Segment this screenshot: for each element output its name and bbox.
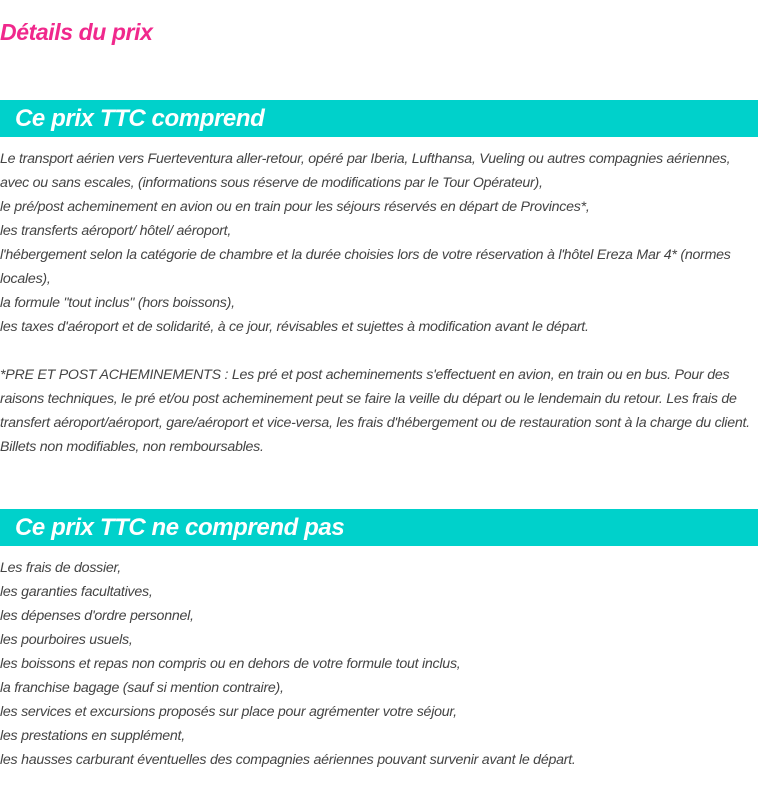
list-item: les taxes d'aéroport et de solidarité, à ce jour, révisables et sujettes à modification avant le départ. (0, 319, 589, 335)
excludes-section-header (0, 509, 758, 546)
excludes-heading: Ce prix TTC ne comprend pas (15, 514, 345, 541)
includes-section-header (0, 100, 758, 137)
transfer-note (0, 363, 752, 459)
page-title: Détails du prix (0, 19, 153, 45)
list-item: le pré/post acheminement en avion ou en train pour les séjours réservés en départ de Provinces*, (0, 199, 590, 215)
list-item: l'hébergement selon la catégorie de chambre et la durée choisies lors de votre réservation à l'hôtel Ereza Mar 4* (normes locales), (0, 247, 731, 287)
list-item: les hausses carburant éventuelles des compagnies aériennes pouvant survenir avant le départ. (0, 752, 576, 768)
list-item: Le transport aérien vers Fuerteventura aller-retour, opéré par Iberia, Lufthansa, Vueling ou autres compagnies aériennes, avec ou sans escales, (informations sous réserve de modifications par le Tour Opérateur), (0, 151, 731, 191)
transfer-note-text: *PRE ET POST ACHEMINEMENTS : Les pré et post acheminements s'effectuent en avion, en train ou en bus. Pour des raisons techniques, le pré et/ou post acheminement peut se faire la veille du départ ou le lendemain du retour. Les frais de transfert aéroport/aéroport, gare/aéroport et vice-versa, les frais d'hébergement ou de restauration sont à la charge du client. Billets non modifiables, non remboursables. (0, 367, 750, 455)
list-item: la franchise bagage (sauf si mention contraire), (0, 680, 284, 696)
list-item: la formule "tout inclus" (hors boissons), (0, 295, 235, 311)
includes-list (0, 147, 758, 339)
includes-heading: Ce prix TTC comprend (15, 105, 265, 132)
list-item: les services et excursions proposés sur place pour agrémenter votre séjour, (0, 704, 457, 720)
list-item: les transferts aéroport/ hôtel/ aéroport, (0, 223, 232, 239)
list-item: les pourboires usuels, (0, 632, 133, 648)
list-item: Les frais de dossier, (0, 560, 121, 576)
list-item: les garanties facultatives, (0, 584, 153, 600)
list-item: les dépenses d'ordre personnel, (0, 608, 194, 624)
list-item: les boissons et repas non compris ou en dehors de votre formule tout inclus, (0, 656, 461, 672)
list-item: les prestations en supplément, (0, 728, 185, 744)
excludes-list (0, 556, 758, 772)
